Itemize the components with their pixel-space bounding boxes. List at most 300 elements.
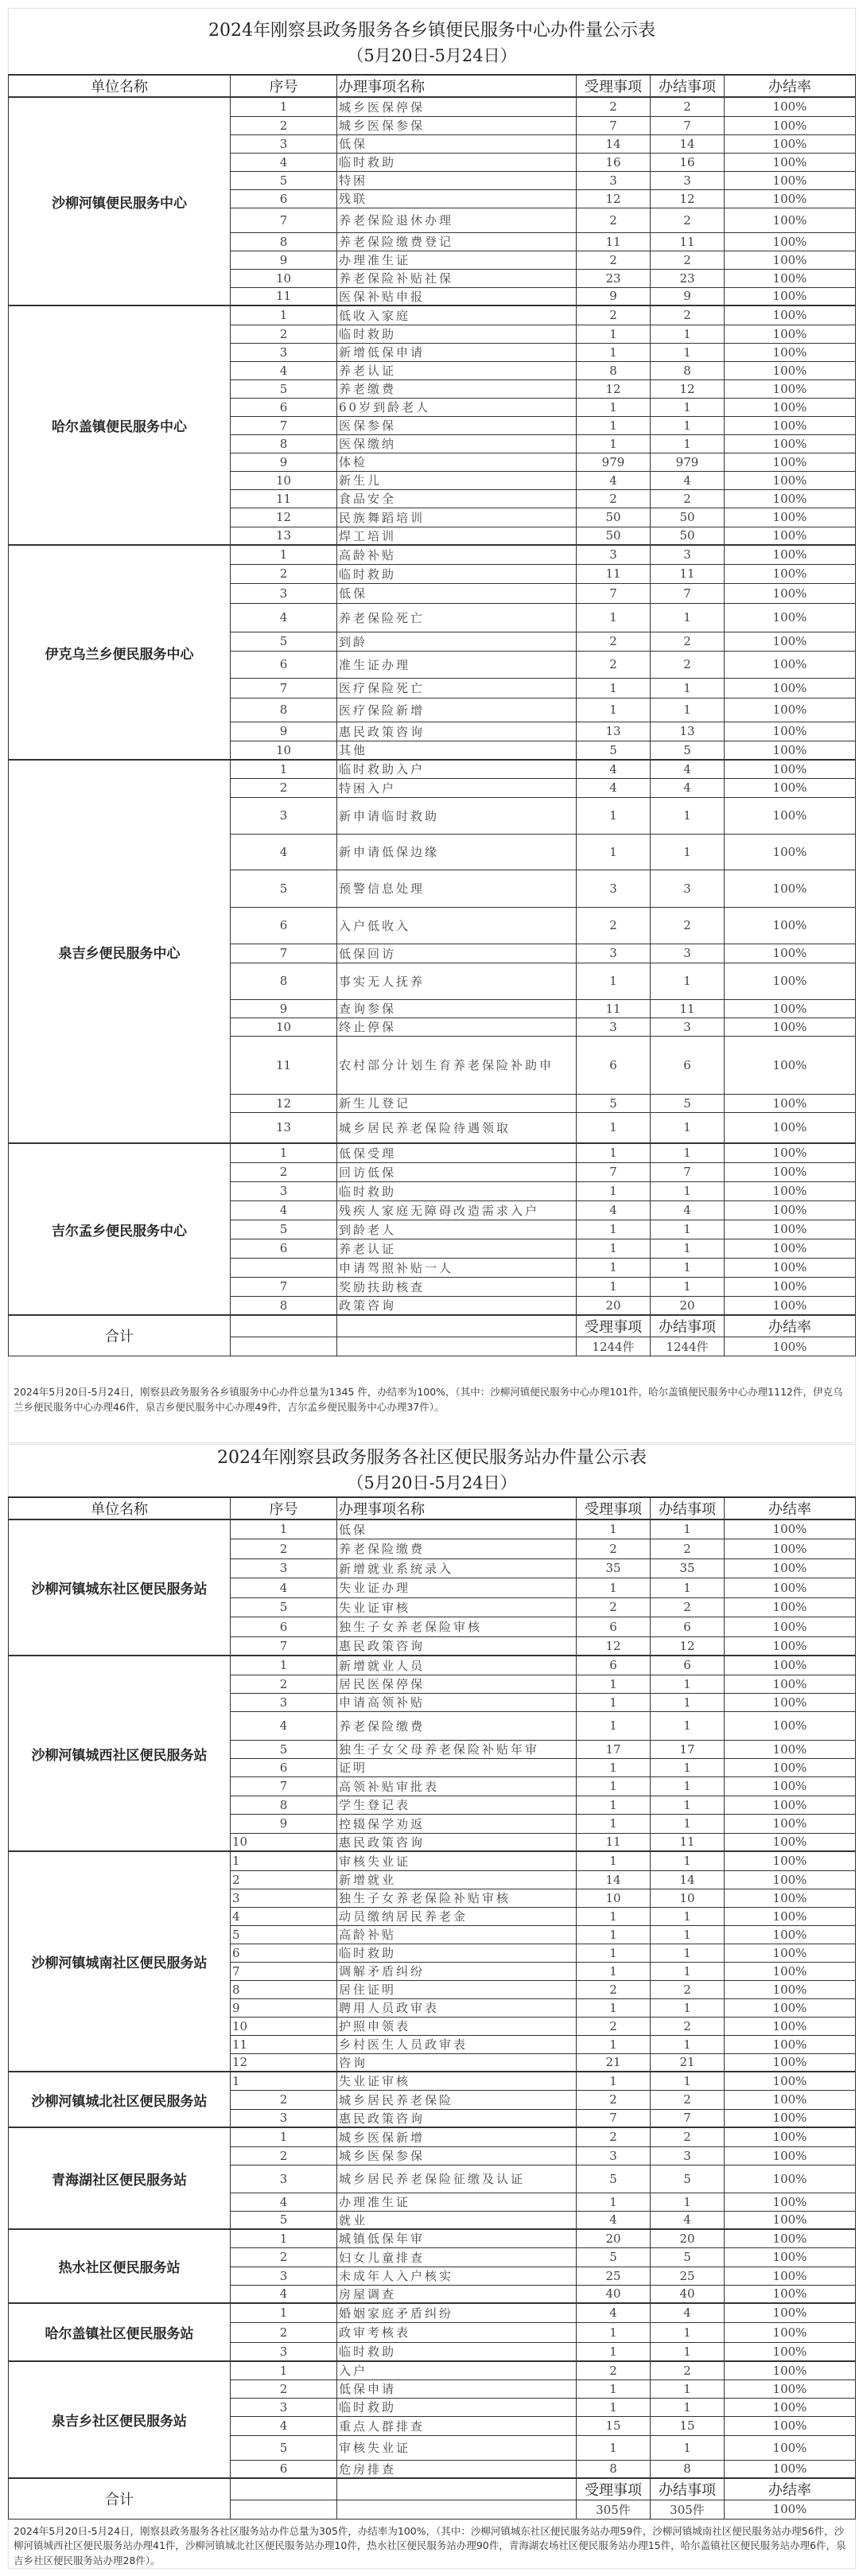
cell-accepted: 1 <box>577 2193 651 2211</box>
cell-seq: 8 <box>231 963 337 999</box>
cell-completed: 7 <box>651 116 725 134</box>
cell-rate: 100% <box>725 1814 856 1833</box>
cell-name: 食品安全 <box>337 489 577 508</box>
cell-rate: 100% <box>725 1036 856 1094</box>
cell-accepted: 2 <box>577 305 651 325</box>
table-title: 2024年刚察县政务服务各社区便民服务站办件量公示表 <box>217 1448 647 1468</box>
cell-rate: 100% <box>725 2109 856 2127</box>
cell-seq: 3 <box>231 2342 337 2361</box>
cell-accepted: 3 <box>577 171 651 189</box>
total-rate-header: 办结率 <box>725 2478 856 2500</box>
cell-completed: 50 <box>651 508 725 527</box>
cell-seq: 6 <box>231 1239 337 1258</box>
cell-name: 临时救助 <box>337 1944 577 1962</box>
summary-note: 2024年5月20日-5月24日，刚察县政务服务各社区服务站办件总量为305件，办结率为100%，（其中：沙柳河镇城东社区便民服务站办理59件，沙柳河镇城南社区便民服务站办理56件，沙柳河镇城西社区便民服务站办理41件，沙柳河镇城北社区便民服务站办理10件，热水社区便民服务站办理90件，青海湖农场社区便民服务站办理15件，哈尔盖镇社区便民服务站办理6件，泉吉乡社区便民服务站办理28件）。 <box>14 2524 846 2566</box>
cell-rate: 100% <box>725 2285 856 2303</box>
cell-rate: 100% <box>725 999 856 1018</box>
cell-seq: 4 <box>231 1907 337 1925</box>
cell-completed: 40 <box>651 2285 725 2303</box>
cell-seq: 3 <box>231 2398 337 2416</box>
cell-accepted: 1 <box>577 698 651 722</box>
cell-seq: 12 <box>231 2053 337 2072</box>
cell-completed: 6 <box>651 1036 725 1094</box>
cell-completed: 1 <box>651 1675 725 1693</box>
cell-accepted: 2 <box>577 907 651 944</box>
cell-rate: 100% <box>725 651 856 678</box>
cell-seq: 2 <box>231 2322 337 2342</box>
cell-completed: 1 <box>651 603 725 632</box>
cell-completed: 21 <box>651 2053 725 2072</box>
total-rate-header: 办结率 <box>725 1315 856 1337</box>
cell-accepted: 1 <box>577 603 651 632</box>
cell-completed: 4 <box>651 2303 725 2322</box>
cell-completed: 3 <box>651 944 725 963</box>
cell-accepted: 1 <box>577 1944 651 1962</box>
cell-completed: 8 <box>651 2460 725 2478</box>
cell-rate: 100% <box>725 834 856 870</box>
cell-seq: 5 <box>231 1925 337 1944</box>
cell-name: 房屋调查 <box>337 2285 577 2303</box>
cell-accepted: 1 <box>577 1851 651 1870</box>
cell-seq: 1 <box>231 1520 337 1539</box>
empty-cell <box>337 1315 577 1337</box>
cell-name: 未成年人入户核实 <box>337 2267 577 2285</box>
summary-note: 2024年5月20日-5月24日，刚察县政务服务各乡镇服务中心办件总量为1345 件，办结率为100%，（其中：沙柳河镇便民服务中心办理101件，哈尔盖镇便民服务中心办理1112件，伊克乌兰乡便民服务中心办理46件，泉吉乡便民服务中心办理49件，吉尔孟乡便民服务中心办理37件）。 <box>14 1386 843 1413</box>
cell-name: 临时救助 <box>337 1181 577 1200</box>
header-accepted: 受理事项 <box>577 75 651 97</box>
cell-accepted: 1 <box>577 1998 651 2017</box>
cell-rate: 100% <box>725 2379 856 2398</box>
cell-completed: 979 <box>651 453 725 471</box>
cell-seq: 4 <box>231 153 337 171</box>
cell-rate: 100% <box>725 1018 856 1036</box>
cell-accepted: 1 <box>577 678 651 698</box>
total-completed-header: 办结事项 <box>651 1315 725 1337</box>
cell-seq: 1 <box>231 2127 337 2146</box>
cell-name: 低保 <box>337 134 577 153</box>
cell-accepted: 1 <box>577 2435 651 2460</box>
cell-name: 乡村医生人员政审表 <box>337 2035 577 2053</box>
cell-completed: 20 <box>651 1296 725 1315</box>
cell-completed: 2 <box>651 1597 725 1617</box>
cell-seq: 9 <box>231 999 337 1018</box>
cell-rate: 100% <box>725 760 856 778</box>
cell-name: 养老缴费 <box>337 379 577 398</box>
cell-rate: 100% <box>725 907 856 944</box>
cell-accepted: 3 <box>577 545 651 564</box>
cell-accepted: 3 <box>577 1018 651 1036</box>
cell-completed: 1 <box>651 1944 725 1962</box>
cell-rate: 100% <box>725 1181 856 1200</box>
cell-completed: 1 <box>651 1796 725 1814</box>
cell-accepted: 1 <box>577 1758 651 1776</box>
cell-name: 养老保险退休办理 <box>337 208 577 232</box>
cell-rate: 100% <box>725 583 856 603</box>
cell-seq: 2 <box>231 778 337 797</box>
unit-name: 沙柳河镇城西社区便民服务站 <box>9 1656 231 1851</box>
cell-completed: 2 <box>651 907 725 944</box>
cell-completed: 4 <box>651 471 725 489</box>
cell-rate: 100% <box>725 2322 856 2342</box>
cell-completed: 12 <box>651 189 725 208</box>
cell-seq: 5 <box>231 870 337 907</box>
cell-seq: 1 <box>231 760 337 778</box>
cell-seq: 7 <box>231 678 337 698</box>
cell-seq: 7 <box>231 944 337 963</box>
cell-rate: 100% <box>725 797 856 834</box>
cell-name: 调解矛盾纠纷 <box>337 1962 577 1980</box>
cell-seq: 6 <box>231 651 337 678</box>
cell-rate: 100% <box>725 1239 856 1258</box>
empty-cell <box>337 2478 577 2500</box>
cell-completed: 1 <box>651 2193 725 2211</box>
cell-rate: 100% <box>725 632 856 651</box>
cell-seq: 7 <box>231 1962 337 1980</box>
cell-rate: 100% <box>725 722 856 741</box>
cell-seq: 7 <box>231 208 337 232</box>
unit-name: 伊克乌兰乡便民服务中心 <box>9 545 231 760</box>
cell-seq: 9 <box>231 1814 337 1833</box>
empty-cell <box>231 1315 337 1337</box>
cell-name: 高领补贴审批表 <box>337 1776 577 1796</box>
table-date-range: （5月20日-5月24日） <box>347 46 517 65</box>
cell-name: 独生子女养老保险补贴审核 <box>337 1889 577 1907</box>
cell-accepted: 1 <box>577 2322 651 2342</box>
cell-completed: 5 <box>651 1094 725 1112</box>
cell-completed: 1 <box>651 343 725 361</box>
cell-completed: 11 <box>651 999 725 1018</box>
cell-name: 城镇低保年审 <box>337 2229 577 2247</box>
table-title-block <box>9 9 855 74</box>
cell-seq: 10 <box>231 1018 337 1036</box>
cell-accepted: 1 <box>577 1776 651 1796</box>
cell-seq: 6 <box>231 398 337 416</box>
cell-name: 残联 <box>337 189 577 208</box>
cell-completed: 1 <box>651 1220 725 1239</box>
cell-rate: 100% <box>725 678 856 698</box>
cell-accepted: 1 <box>577 834 651 870</box>
cell-seq: 4 <box>231 2285 337 2303</box>
cell-accepted: 1 <box>577 1258 651 1277</box>
community-stations-panel <box>8 1444 856 2569</box>
cell-rate: 100% <box>725 208 856 232</box>
cell-accepted: 8 <box>577 361 651 379</box>
total-completed: 305件 <box>651 2500 725 2519</box>
unit-name: 哈尔盖镇社区便民服务站 <box>9 2303 231 2361</box>
cell-rate: 100% <box>725 471 856 489</box>
cell-completed: 5 <box>651 2165 725 2193</box>
cell-rate: 100% <box>725 287 856 305</box>
cell-seq: 1 <box>231 2361 337 2379</box>
cell-seq: 3 <box>231 1693 337 1711</box>
cell-seq: 2 <box>231 1870 337 1889</box>
cell-accepted: 14 <box>577 1870 651 1889</box>
cell-completed: 4 <box>651 778 725 797</box>
cell-seq: 8 <box>231 232 337 251</box>
cell-accepted: 1 <box>577 2379 651 2398</box>
cell-name: 就业 <box>337 2211 577 2229</box>
cell-accepted: 5 <box>577 741 651 760</box>
table-row <box>9 1851 856 1870</box>
cell-accepted: 1 <box>577 1143 651 1162</box>
cell-name: 残疾人家庭无障碍改造需求入户 <box>337 1200 577 1220</box>
cell-completed: 1 <box>651 2398 725 2416</box>
cell-completed: 3 <box>651 171 725 189</box>
cell-name: 惠民政策咨询 <box>337 1636 577 1656</box>
cell-rate: 100% <box>725 305 856 325</box>
cell-name: 政审考核表 <box>337 2322 577 2342</box>
cell-seq: 5 <box>231 1597 337 1617</box>
cell-seq: 6 <box>231 189 337 208</box>
cell-name: 体检 <box>337 453 577 471</box>
cell-completed: 2 <box>651 251 725 269</box>
total-completed: 1244件 <box>651 1337 725 1356</box>
total-header-row <box>9 1315 856 1337</box>
cell-accepted: 2 <box>577 2017 651 2035</box>
total-label: 合计 <box>9 2478 231 2520</box>
cell-rate: 100% <box>725 189 856 208</box>
cell-accepted: 17 <box>577 1740 651 1758</box>
cell-accepted: 21 <box>577 2053 651 2072</box>
cell-rate: 100% <box>725 1220 856 1239</box>
cell-rate: 100% <box>725 453 856 471</box>
cell-name: 养老保险缴费登记 <box>337 232 577 251</box>
table-row <box>9 2361 856 2379</box>
cell-accepted: 1 <box>577 434 651 453</box>
cell-name: 入户低收入 <box>337 907 577 944</box>
cell-accepted: 1 <box>577 325 651 343</box>
header-completed: 办结事项 <box>651 1497 725 1520</box>
cell-completed: 5 <box>651 2247 725 2267</box>
table-row <box>9 97 856 116</box>
cell-name: 失业证审核 <box>337 2072 577 2090</box>
cell-completed: 8 <box>651 361 725 379</box>
cell-completed: 50 <box>651 527 725 545</box>
cell-rate: 100% <box>725 2398 856 2416</box>
cell-name: 临时救助 <box>337 564 577 583</box>
table-row <box>9 2229 856 2247</box>
cell-completed: 1 <box>651 1239 725 1258</box>
cell-accepted: 40 <box>577 2285 651 2303</box>
cell-name: 医保补贴申报 <box>337 287 577 305</box>
cell-rate: 100% <box>725 778 856 797</box>
cell-seq: 2 <box>231 2146 337 2165</box>
cell-seq: 2 <box>231 2247 337 2267</box>
cell-name: 入户 <box>337 2361 577 2379</box>
cell-accepted: 1 <box>577 1277 651 1296</box>
cell-accepted: 1 <box>577 343 651 361</box>
cell-name: 独生子女父母养老保险补贴年审 <box>337 1740 577 1758</box>
total-rate: 100% <box>725 1337 856 1356</box>
cell-rate: 100% <box>725 1776 856 1796</box>
table-row <box>9 2303 856 2322</box>
total-accepted-header: 受理事项 <box>577 1315 651 1337</box>
cell-seq: 1 <box>231 97 337 116</box>
cell-name: 临时救助 <box>337 325 577 343</box>
cell-rate: 100% <box>725 1980 856 1998</box>
cell-name: 新申请临时救助 <box>337 797 577 834</box>
cell-name: 奖励扶助核查 <box>337 1277 577 1296</box>
township-centers-panel <box>8 8 856 1443</box>
cell-completed: 4 <box>651 760 725 778</box>
total-header-row <box>9 2478 856 2500</box>
cell-name: 婚姻家庭矛盾纠纷 <box>337 2303 577 2322</box>
cell-rate: 100% <box>725 2435 856 2460</box>
cell-rate: 100% <box>725 1597 856 1617</box>
cell-seq: 3 <box>231 2109 337 2127</box>
cell-accepted: 1 <box>577 2072 651 2090</box>
total-accepted-header: 受理事项 <box>577 2478 651 2500</box>
cell-rate: 100% <box>725 1520 856 1539</box>
cell-name: 医疗保险新增 <box>337 698 577 722</box>
cell-completed: 1 <box>651 797 725 834</box>
cell-name: 焊工培训 <box>337 527 577 545</box>
cell-accepted: 14 <box>577 134 651 153</box>
cell-accepted: 2 <box>577 1980 651 1998</box>
cell-accepted: 4 <box>577 760 651 778</box>
cell-accepted: 2 <box>577 251 651 269</box>
cell-accepted: 2 <box>577 2361 651 2379</box>
cell-seq: 6 <box>231 1617 337 1636</box>
cell-accepted: 1 <box>577 963 651 999</box>
cell-accepted: 20 <box>577 1296 651 1315</box>
cell-name: 申请驾照补贴一人 <box>337 1258 577 1277</box>
cell-completed: 1 <box>651 1258 725 1277</box>
cell-name: 临时救助 <box>337 153 577 171</box>
cell-completed: 2 <box>651 489 725 508</box>
cell-completed: 2 <box>651 208 725 232</box>
cell-rate: 100% <box>725 1925 856 1944</box>
cell-seq: 1 <box>231 1851 337 1870</box>
cell-seq: 4 <box>231 603 337 632</box>
cell-accepted: 7 <box>577 116 651 134</box>
cell-completed: 7 <box>651 583 725 603</box>
cell-rate: 100% <box>725 416 856 434</box>
unit-name: 青海湖社区便民服务站 <box>9 2127 231 2229</box>
cell-seq: 5 <box>231 1740 337 1758</box>
cell-completed: 7 <box>651 2109 725 2127</box>
unit-name: 泉吉乡社区便民服务站 <box>9 2361 231 2478</box>
cell-name: 新增就业系统录入 <box>337 1558 577 1578</box>
cell-seq: 8 <box>231 1296 337 1315</box>
cell-accepted: 50 <box>577 527 651 545</box>
cell-completed: 1 <box>651 1814 725 1833</box>
cell-rate: 100% <box>725 1162 856 1181</box>
cell-completed: 2 <box>651 632 725 651</box>
cell-accepted: 5 <box>577 1094 651 1112</box>
cell-completed: 2 <box>651 1539 725 1558</box>
cell-rate: 100% <box>725 944 856 963</box>
header-unit: 单位名称 <box>9 1497 231 1520</box>
cell-name: 惠民政策咨询 <box>337 722 577 741</box>
cell-accepted: 5 <box>577 2165 651 2193</box>
cell-completed: 1 <box>651 1962 725 1980</box>
cell-seq: 2 <box>231 564 337 583</box>
cell-name: 低收入家庭 <box>337 305 577 325</box>
cell-completed: 11 <box>651 564 725 583</box>
cell-accepted: 11 <box>577 232 651 251</box>
cell-completed: 16 <box>651 153 725 171</box>
cell-rate: 100% <box>725 1833 856 1851</box>
cell-accepted: 8 <box>577 2460 651 2478</box>
cell-seq: 5 <box>231 2435 337 2460</box>
empty-cell <box>231 1337 337 1356</box>
cell-accepted: 1 <box>577 1962 651 1980</box>
cell-name: 惠民政策咨询 <box>337 1833 577 1851</box>
cell-completed: 1 <box>651 2342 725 2361</box>
cell-seq: 3 <box>231 1181 337 1200</box>
cell-completed: 2 <box>651 2090 725 2109</box>
cell-name: 办理准生证 <box>337 2193 577 2211</box>
cell-rate: 100% <box>725 2303 856 2322</box>
cell-seq: 10 <box>231 2017 337 2035</box>
cell-accepted: 7 <box>577 1162 651 1181</box>
cell-completed: 2 <box>651 97 725 116</box>
cell-accepted: 2 <box>577 1597 651 1617</box>
cell-seq: 8 <box>231 434 337 453</box>
cell-seq: 6 <box>231 907 337 944</box>
cell-accepted: 12 <box>577 1636 651 1656</box>
header-rate: 办结率 <box>725 75 856 97</box>
cell-accepted: 1 <box>577 1112 651 1143</box>
cell-name: 到龄老人 <box>337 1220 577 1239</box>
cell-completed: 1 <box>651 1112 725 1143</box>
cell-name: 城乡医保参保 <box>337 116 577 134</box>
cell-accepted: 2 <box>577 632 651 651</box>
cell-seq: 10 <box>231 1833 337 1851</box>
cell-rate: 100% <box>725 325 856 343</box>
cell-name: 查询参保 <box>337 999 577 1018</box>
cell-name: 城乡医保停保 <box>337 97 577 116</box>
cell-completed: 35 <box>651 1558 725 1578</box>
header-rate: 办结率 <box>725 1497 856 1520</box>
cell-accepted: 2 <box>577 2090 651 2109</box>
cell-completed: 1 <box>651 1851 725 1870</box>
cell-rate: 100% <box>725 963 856 999</box>
cell-completed: 9 <box>651 287 725 305</box>
cell-name: 妇女儿童排查 <box>337 2247 577 2267</box>
unit-name: 吉尔孟乡便民服务中心 <box>9 1143 231 1315</box>
cell-name: 准生证办理 <box>337 651 577 678</box>
cell-rate: 100% <box>725 1796 856 1814</box>
cell-name: 咨询 <box>337 2053 577 2072</box>
cell-name: 城乡居民养老保险 <box>337 2090 577 2109</box>
cell-name: 养老保险缴费 <box>337 1711 577 1740</box>
cell-rate: 100% <box>725 2460 856 2478</box>
cell-completed: 1 <box>651 1776 725 1796</box>
cell-rate: 100% <box>725 1200 856 1220</box>
cell-name: 申请高领补贴 <box>337 1693 577 1711</box>
cell-name: 证明 <box>337 1758 577 1776</box>
cell-name: 新生儿登记 <box>337 1094 577 1112</box>
cell-completed: 10 <box>651 1889 725 1907</box>
cell-name: 控辍保学劝返 <box>337 1814 577 1833</box>
cell-rate: 100% <box>725 251 856 269</box>
total-label: 合计 <box>9 1315 231 1356</box>
cell-accepted: 4 <box>577 2211 651 2229</box>
cell-name: 城乡居民养老保险征缴及认证 <box>337 2165 577 2193</box>
cell-accepted: 1 <box>577 2342 651 2361</box>
cell-completed: 1 <box>651 2322 725 2342</box>
cell-accepted: 2 <box>577 208 651 232</box>
cell-name: 新生儿 <box>337 471 577 489</box>
cell-accepted: 11 <box>577 564 651 583</box>
header-seq: 序号 <box>231 1497 337 1520</box>
cell-name: 终止停保 <box>337 1018 577 1036</box>
cell-completed: 4 <box>651 1200 725 1220</box>
cell-seq: 3 <box>231 343 337 361</box>
cell-rate: 100% <box>725 134 856 153</box>
